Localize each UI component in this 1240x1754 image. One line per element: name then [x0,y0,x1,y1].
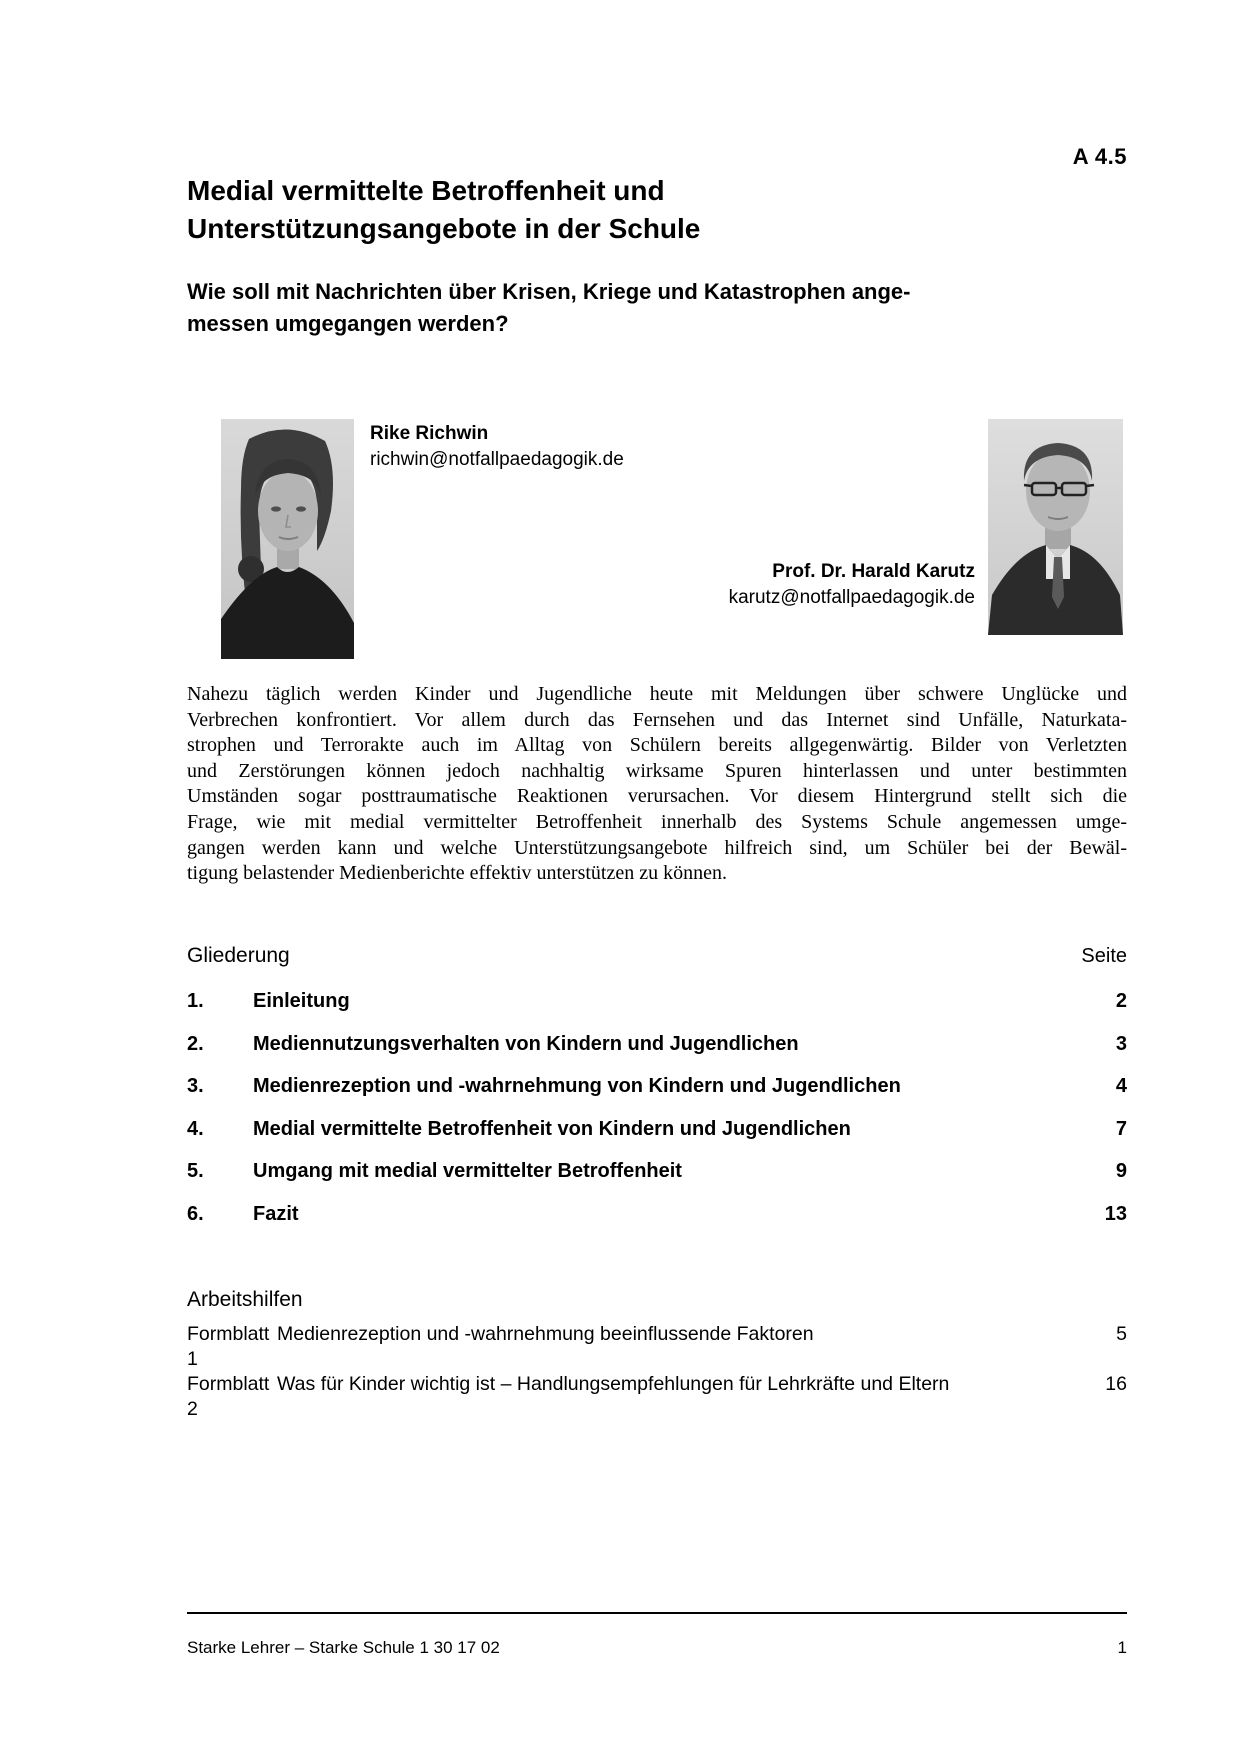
corner-label: A 4.5 [1072,144,1127,169]
author-richwin-name: Rike Richwin [370,423,489,444]
intro-line: und Zerstörungen können jedoch nachhaltig wirksame Spuren hinterlassen und unter bestimmten [187,759,1127,782]
toc-item-number: 5. [187,1160,204,1182]
toc-item-number: 1. [187,990,204,1012]
worksheet-title: Was für Kinder wichtig ist – Handlungsempfehlungen für Lehrkräfte und Eltern [277,1373,950,1395]
author-photo-karutz [988,419,1123,635]
author-karutz-name: Prof. Dr. Harald Karutz [772,561,975,582]
authors-section [187,419,1127,664]
author-karutz-email: karutz@notfallpaedagogik.de [728,587,975,608]
toc-item [187,1118,1127,1140]
toc-item [187,1160,1127,1182]
toc-item-title: Mediennutzungsverhalten von Kindern und Jugendlichen [253,1032,799,1055]
intro-line: gangen werden kann und welche Unterstützungsangebote hilfreich sind, um Schüler bei der Bewäl- [187,836,1127,859]
toc-header [187,944,1127,968]
footer-series-label: Starke Lehrer – Starke Schule 1 30 17 02 [187,1638,500,1657]
intro-line: Umständen sogar posttraumatische Reaktionen verursachen. Vor diesem Hintergrund stellt sich die [187,785,1127,808]
toc-item-title: Einleitung [253,990,350,1012]
worksheets-heading: Arbeitshilfen [187,1288,303,1311]
page-subtitle [187,276,1127,340]
toc-item-number: 2. [187,1032,204,1055]
worksheet-title: Medienrezeption und -wahrnehmung beeinflussende Faktoren [277,1323,814,1345]
toc-item-title: Medial vermittelte Betroffenheit von Kindern und Jugendlichen [253,1117,851,1140]
toc-item-page: 13 [1104,1202,1127,1225]
toc-item [187,1033,1127,1055]
toc-item [187,1203,1127,1225]
toc-item-title: Medienrezeption und -wahrnehmung von Kindern und Jugendlichen [253,1075,901,1097]
intro-line: Frage, wie mit medial vermittelter Betroffenheit innerhalb des Systems Schule angemessen umge- [187,810,1127,833]
toc-page-column-label: Seite [1081,945,1127,967]
toc-item-page: 7 [1115,1117,1127,1140]
footer [187,1638,1127,1658]
worksheet-label: Formblatt 2 [187,1373,270,1420]
author-richwin-email: richwin@notfallpaedagogik.de [370,449,624,470]
toc-item-page: 3 [1115,1032,1127,1055]
toc-list [187,990,1127,1245]
worksheet-label: Formblatt 1 [187,1323,270,1370]
intro-line: Verbrechen konfrontiert. Vor allem durch das Fernsehen und das Internet sind Unfälle, Naturkata- [187,708,1127,731]
author-richwin-info [370,421,624,473]
footer-page-number: 1 [1117,1638,1127,1657]
worksheet-page: 5 [1116,1323,1127,1345]
toc-item [187,1075,1127,1097]
page-title-line1: Medial vermittelte Betroffenheit und [187,175,665,206]
worksheets-list [187,1322,1127,1422]
intro-line: strophen und Terrorakte auch im Alltag von Schülern bereits allgegenwärtig. Bilder von Verletzten [187,734,1127,757]
toc-item-page: 9 [1115,1160,1127,1182]
toc-item-number: 6. [187,1202,204,1225]
page-title-line2: Unterstützungsangebote in der Schule [187,213,701,244]
toc-item-page: 4 [1115,1075,1127,1097]
toc-item-title: Fazit [253,1202,299,1225]
toc-item-title: Umgang mit medial vermittelter Betroffenheit [253,1160,682,1182]
intro-paragraph [187,682,1127,887]
author-karutz-info [187,559,975,611]
toc-item-page: 2 [1115,990,1127,1012]
worksheet-item [187,1372,1127,1422]
toc-item-number: 3. [187,1075,204,1097]
footer-divider [187,1612,1127,1614]
worksheet-page: 16 [1105,1373,1127,1395]
page-title [187,172,1127,248]
author-photo-richwin [221,419,354,659]
toc-heading: Gliederung [187,944,290,967]
worksheet-item [187,1322,1127,1372]
page-subtitle-line1: Wie soll mit Nachrichten über Krisen, Kriege und Katastrophen ange- [187,279,911,304]
toc-item [187,990,1127,1012]
toc-item-number: 4. [187,1117,204,1140]
intro-line: Nahezu täglich werden Kinder und Jugendliche heute mit Meldungen über schwere Unglücke und [187,683,1127,705]
intro-line: tigung belastender Medienberichte effektiv unterstützen zu können. [187,862,727,885]
page-subtitle-line2: messen umgegangen werden? [187,311,509,336]
